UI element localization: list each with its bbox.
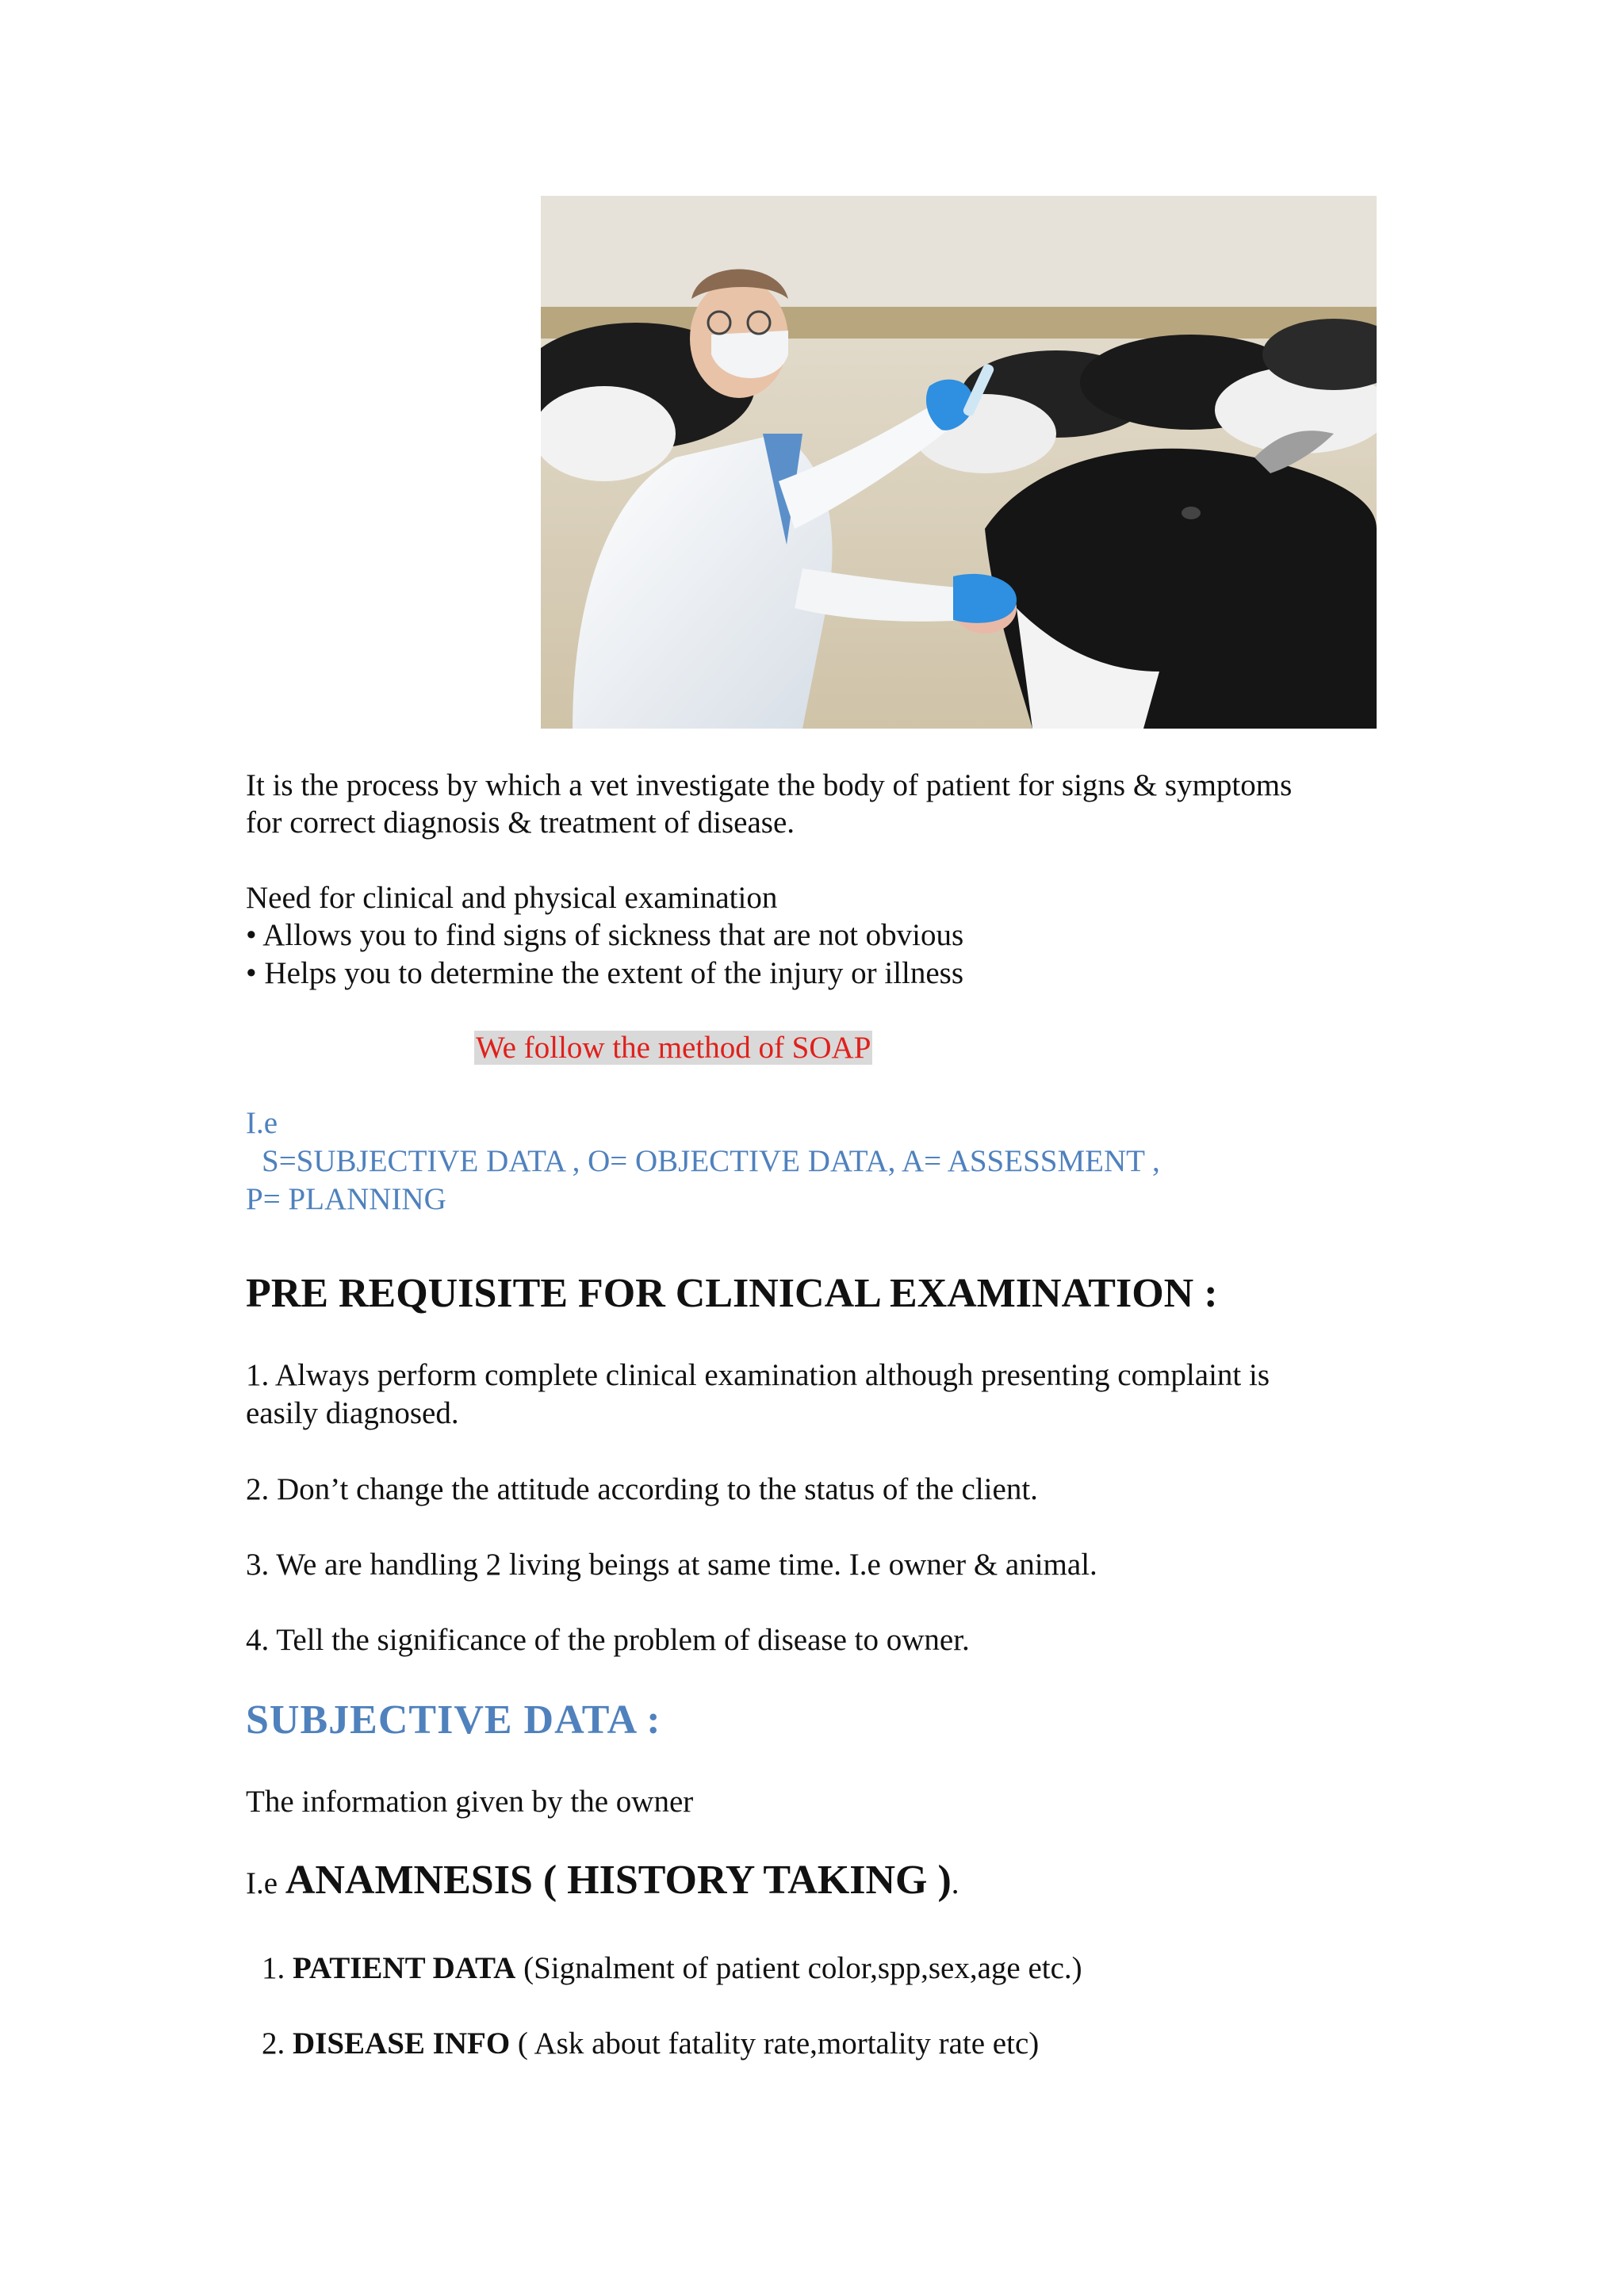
anamnesis-suffix: . <box>951 1866 959 1900</box>
history-item-1-label: PATIENT DATA <box>293 1951 516 1985</box>
intro-line-1: It is the process by which a vet investigate the body of patient for signs & symptoms <box>246 768 1293 802</box>
history-item-2-number: 2. <box>262 2026 293 2061</box>
need-bullet-1: • Allows you to find signs of sickness that are not obvious <box>246 918 964 952</box>
prereq-item-2: 2. Don’t change the attitude according to the status of the client. <box>246 1472 1038 1506</box>
veterinarian-cow-photo <box>541 196 1377 729</box>
prereq-heading: PRE REQUISITE FOR CLINICAL EXAMINATION : <box>246 1271 1218 1316</box>
history-item-1-number: 1. <box>262 1951 293 1985</box>
history-item-1-text: (Signalment of patient color,spp,sex,age etc.) <box>515 1951 1082 1985</box>
subjective-heading: SUBJECTIVE DATA : <box>246 1697 661 1743</box>
need-bullet-2: • Helps you to determine the extent of the injury or illness <box>246 956 964 990</box>
anamnesis-prefix: I.e <box>246 1866 285 1900</box>
need-title: Need for clinical and physical examination <box>246 881 778 915</box>
intro-line-2: for correct diagnosis & treatment of disease. <box>246 806 795 840</box>
anamnesis-heading: ANAMNESIS ( HISTORY TAKING ) <box>285 1858 952 1903</box>
soap-definition-line-1: S=SUBJECTIVE DATA , O= OBJECTIVE DATA, A= ASSESSMENT , <box>262 1144 1160 1178</box>
subjective-text: The information given by the owner <box>246 1785 694 1819</box>
soap-method-text: We follow the method of SOAP <box>476 1031 871 1065</box>
soap-ie: I.e <box>246 1106 278 1140</box>
history-list-item-1 <box>262 1950 1082 1987</box>
history-list-item-2 <box>262 2026 1039 2062</box>
soap-method <box>474 1030 872 1066</box>
prereq-item-3: 3. We are handling 2 living beings at same time. I.e owner & animal. <box>246 1548 1097 1582</box>
anamnesis-line <box>246 1857 959 1904</box>
history-item-2-label: DISEASE INFO <box>293 2026 511 2061</box>
prereq-item-4: 4. Tell the significance of the problem of disease to owner. <box>246 1623 970 1657</box>
prereq-item-1-line-1: 1. Always perform complete clinical examination although presenting complaint is <box>246 1358 1270 1392</box>
prereq-item-1-line-2: easily diagnosed. <box>246 1396 459 1430</box>
soap-definition-line-2: P= PLANNING <box>246 1182 446 1216</box>
history-item-2-text: ( Ask about fatality rate,mortality rate etc) <box>510 2026 1040 2061</box>
